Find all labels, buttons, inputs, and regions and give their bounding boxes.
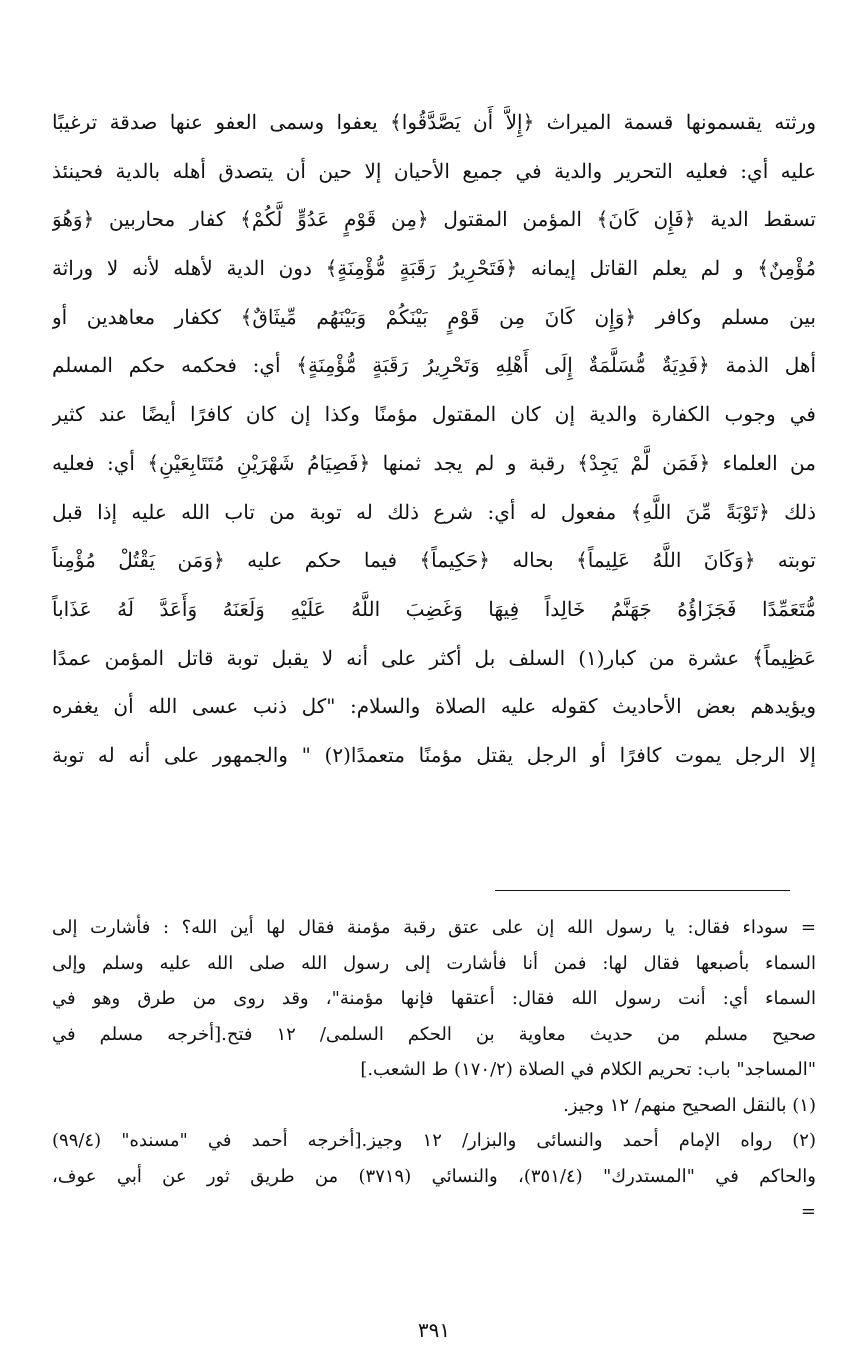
text-line: توبته ﴿وَكَانَ اللَّهُ عَلِيماً﴾ بحاله ﴿حَكِيماً﴾ فيما حكم عليه ﴿وَمَن يَقْتُلْ مُؤْمِناً (52, 548, 816, 573)
text-line: ذلك ﴿تَوْبَةً مِّنَ اللَّهِ﴾ مفعول له أي: شرع ذلك له توبة من تاب الله عليه إذا قبل (52, 499, 816, 524)
text-line: تسقط الدية ﴿فَإِن كَانَ﴾ المؤمن المقتول ﴿مِن قَوْمٍ عَدُوٍّ لَّكُمْ﴾ كفار محاربين ﴿وَهُوَ (52, 207, 816, 232)
text-line: مُّتَعَمِّدًا فَجَزَاؤُهُ جَهَنَّمُ خَالِداً فِيهَا وَغَضِبَ اللَّهُ عَلَيْهِ وَلَعَنَهُ وَأَعَدَّ لَهُ عَذَاباً (52, 596, 816, 621)
footnote-line: صحيح مسلم من حديث معاوية بن الحكم السلمى/ ١٢ فتح.[أخرجه مسلم في (52, 1023, 816, 1045)
footnote-divider (495, 890, 790, 891)
text-line: من العلماء ﴿فَمَن لَّمْ يَجِدْ﴾ رقبة و لم يجد ثمنها ﴿فَصِيَامُ شَهْرَيْنِ مُتَتَابِعَيْنِ﴾ أي: فعليه (52, 450, 816, 475)
footnote-line: السماء بأصبعها فقال لها: فمن أنا فأشارت إلى رسول الله صلى الله عليه وسلم وإلى (52, 952, 816, 974)
footnote-2: (٢) رواه الإمام أحمد والنسائى والبزار/ ١٢ وجيز.[أخرجه أحمد في "مسنده" (٩٩/٤) (52, 1130, 816, 1151)
text-line: عَظِيماً﴾ عشرة من كبار(١) السلف بل أكثر على أنه لا يقبل توبة قاتل المؤمن عمدًا (52, 645, 816, 670)
text-line: مُؤْمِنٌ﴾ و لم يعلم القاتل إيمانه ﴿فَتَحْرِيرُ رَقَبَةٍ مُّؤْمِنَةٍ﴾ دون الدية لأهله لأنه لا وراثة (52, 256, 816, 281)
text-line: في وجوب الكفارة والدية إن كان المقتول مؤمنًا وكذا إن كان كافرًا أيضًا عند كثير (52, 402, 816, 427)
footnote-1: (١) بالنقل الصحيح منهم/ ١٢ وجيز. (563, 1094, 816, 1116)
footnote-line: = سوداء فقال: يا رسول الله إن على عتق رقبة مؤمنة فقال لها أين الله؟ : فأشارت إلى (52, 917, 816, 938)
text-line: إلا الرجل يموت كافرًا أو الرجل يقتل مؤمنًا متعمدًا(٢) " والجمهور على أنه له توبة (52, 742, 816, 767)
continuation-mark: = (800, 1201, 816, 1222)
footnote-line: والحاكم في "المستدرك" (٣٥١/٤)، والنسائي (٣٧١٩) من طريق ثور عن أبي عوف، (52, 1165, 816, 1187)
page-number: ٣٩١ (417, 1318, 451, 1342)
text-line: بين مسلم وكافر ﴿وَإِن كَانَ مِن قَوْمٍ بَيْنَكُمْ وَبَيْنَهُم مِّيثَاقٌ﴾ ككفار معاهدين أو (52, 304, 816, 329)
text-line: أهل الذمة ﴿فَدِيَةٌ مُّسَلَّمَةٌ إِلَى أَهْلِهِ وَتَحْرِيرُ رَقَبَةٍ مُّؤْمِنَةٍ﴾ أي: فحكمه حكم المسلم (52, 353, 816, 378)
footnotes-block (52, 910, 816, 1230)
footnote-line: السماء أي: أنت رسول الله فقال: أعتقها فإنها مؤمنة"، وقد روى من طرق وهو في (52, 988, 816, 1009)
footnote-line: "المساجد" باب: تحريم الكلام في الصلاة (١٧٠/٢) ط الشعب.] (360, 1059, 816, 1080)
text-line: ورثته يقسمونها قسمة الميراث ﴿إِلاَّ أَن يَصَّدَّقُوا﴾ يعفوا وسمى العفو عنها صدقة ترغيبًا (52, 110, 816, 134)
text-line: ويؤيدهم بعض الأحاديث كقوله عليه الصلاة والسلام: "كل ذنب عسى الله أن يغفره (52, 694, 816, 719)
text-line: عليه أي: فعليه التحرير والدية في جميع الأحيان إلا حين أن يتصدق أهله بالدية فحينئذ (52, 158, 816, 183)
main-text-block (52, 98, 816, 780)
